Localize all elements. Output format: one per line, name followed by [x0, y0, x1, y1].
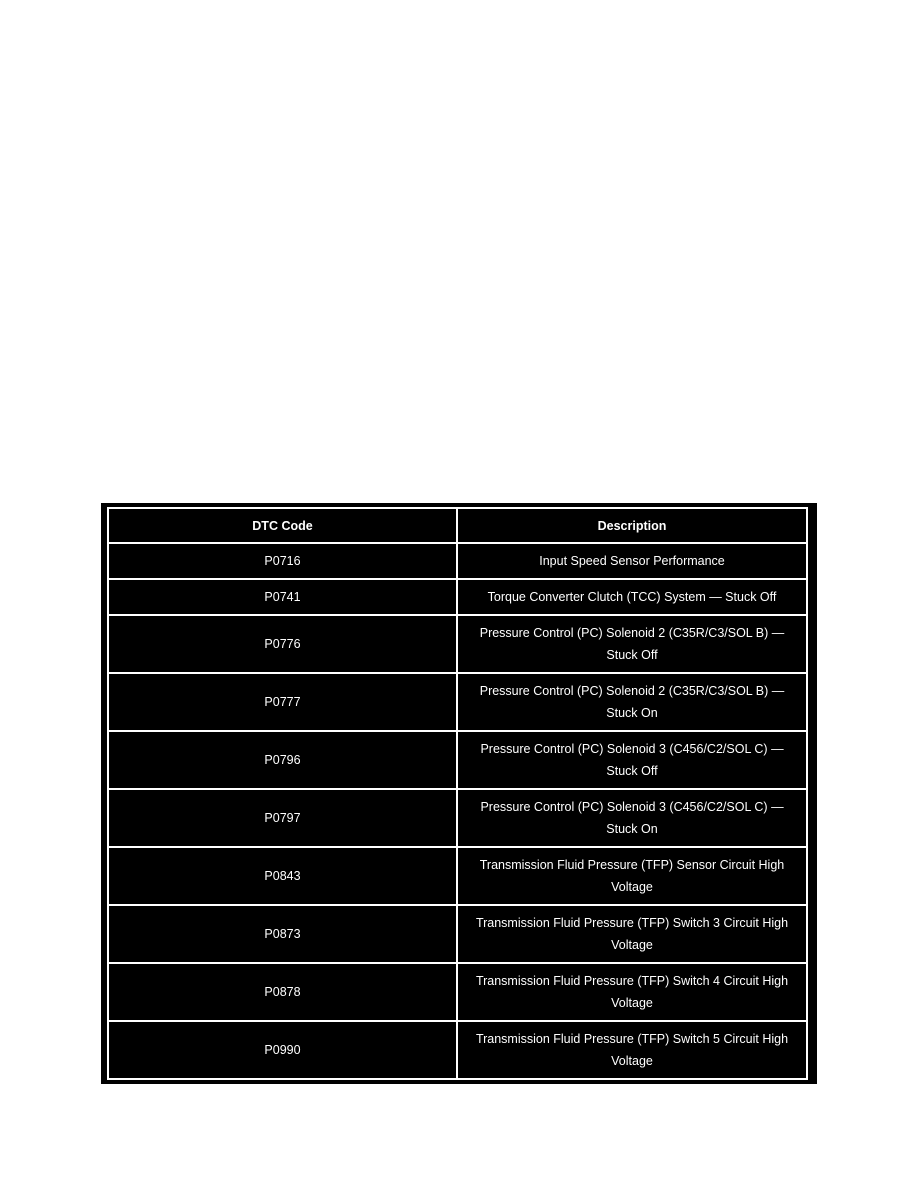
- dtc-code-cell: P0741: [108, 579, 457, 615]
- table-row: [108, 847, 807, 905]
- dtc-table: [107, 507, 808, 1080]
- dtc-table-frame: [101, 503, 817, 1084]
- table-row: [108, 731, 807, 789]
- table-row: [108, 673, 807, 731]
- description-cell: Pressure Control (PC) Solenoid 3 (C456/C2/SOL C) — Stuck Off: [457, 731, 807, 789]
- dtc-code-cell: P0796: [108, 731, 457, 789]
- table-row: [108, 789, 807, 847]
- table-row: [108, 1021, 807, 1079]
- dtc-code-cell: P0873: [108, 905, 457, 963]
- description-cell: Pressure Control (PC) Solenoid 2 (C35R/C3/SOL B) — Stuck On: [457, 673, 807, 731]
- description-cell: Transmission Fluid Pressure (TFP) Switch 3 Circuit High Voltage: [457, 905, 807, 963]
- dtc-code-cell: P0776: [108, 615, 457, 673]
- dtc-code-cell: P0716: [108, 543, 457, 579]
- description-header: Description: [457, 508, 807, 543]
- table-row: [108, 905, 807, 963]
- description-cell: Transmission Fluid Pressure (TFP) Switch 4 Circuit High Voltage: [457, 963, 807, 1021]
- table-row: [108, 963, 807, 1021]
- description-cell: Transmission Fluid Pressure (TFP) Switch 5 Circuit High Voltage: [457, 1021, 807, 1079]
- dtc-code-cell: P0990: [108, 1021, 457, 1079]
- description-cell: Transmission Fluid Pressure (TFP) Sensor Circuit High Voltage: [457, 847, 807, 905]
- table-row: [108, 543, 807, 579]
- table-header-row: [108, 508, 807, 543]
- dtc-code-cell: P0843: [108, 847, 457, 905]
- table-row: [108, 579, 807, 615]
- dtc-code-cell: P0777: [108, 673, 457, 731]
- description-cell: Pressure Control (PC) Solenoid 2 (C35R/C3/SOL B) — Stuck Off: [457, 615, 807, 673]
- dtc-code-cell: P0797: [108, 789, 457, 847]
- table-row: [108, 615, 807, 673]
- description-cell: Pressure Control (PC) Solenoid 3 (C456/C2/SOL C) — Stuck On: [457, 789, 807, 847]
- description-cell: Input Speed Sensor Performance: [457, 543, 807, 579]
- dtc-code-header: DTC Code: [108, 508, 457, 543]
- description-cell: Torque Converter Clutch (TCC) System — Stuck Off: [457, 579, 807, 615]
- dtc-code-cell: P0878: [108, 963, 457, 1021]
